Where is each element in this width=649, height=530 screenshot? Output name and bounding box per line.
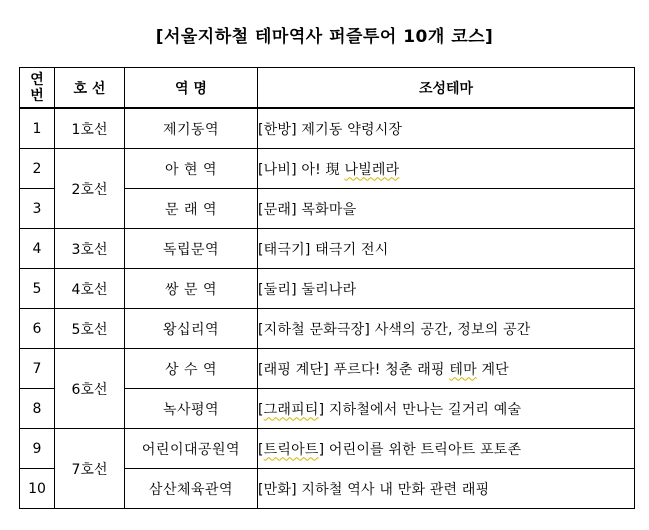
theme-cell: [만화] 지하철 역사 내 만화 관련 래핑 [258,469,635,509]
course-table [19,67,635,509]
theme-cell [258,429,635,469]
row-number: 3 [20,189,55,229]
station-cell: 독립문역 [125,229,258,269]
table-header-row [20,68,635,109]
table-row [20,229,635,269]
row-number: 1 [20,108,55,149]
station-cell: 어린이대공원역 [125,429,258,469]
header-no-line1: 연 [30,71,44,88]
row-number: 9 [20,429,55,469]
row-number: 7 [20,349,55,389]
theme-text: [ [258,441,264,458]
theme-text: [래핑 계단] 푸르다! 청춘 래핑 [258,361,450,378]
table-row [20,429,635,469]
spellcheck-marked-text: 나빌레라 [344,161,400,178]
theme-text-tail: ] 어린이를 위한 트릭아트 포토존 [318,441,522,458]
theme-text: [한방] 제기동 [258,121,348,138]
header-no [20,68,55,109]
theme-cell: [태극기] 태극기 전시 [258,229,635,269]
station-cell: 아 현 역 [125,149,258,189]
line-cell: 7호선 [55,429,125,509]
station-cell: 문 래 역 [125,189,258,229]
row-number: 8 [20,389,55,429]
theme-cell [258,149,635,189]
table-row [20,149,635,189]
header-station: 역 명 [125,68,258,109]
spellcheck-marked-text: 그래피티 [263,401,319,418]
theme-cell: [지하철 문화극장] 사색의 공간, 정보의 공간 [258,309,635,349]
line-cell: 6호선 [55,349,125,429]
row-number: 4 [20,229,55,269]
line-cell: 2호선 [55,149,125,229]
theme-cell [258,108,635,149]
table-row [20,349,635,389]
station-cell: 녹사평역 [125,389,258,429]
header-line: 호 선 [55,68,125,109]
theme-cell: [문래] 목화마을 [258,189,635,229]
theme-cell: [둘리] 둘리나라 [258,269,635,309]
row-number: 10 [20,469,55,509]
theme-cell [258,389,635,429]
station-cell: 쌍 문 역 [125,269,258,309]
header-no-line2: 번 [30,87,44,104]
station-cell: 상 수 역 [125,349,258,389]
theme-text-tail: 약령시장 [347,121,403,138]
theme-cell [258,349,635,389]
row-number: 5 [20,269,55,309]
table-row [20,309,635,349]
table-row [20,269,635,309]
station-cell: 왕십리역 [125,309,258,349]
row-number: 2 [20,149,55,189]
line-cell: 5호선 [55,309,125,349]
header-theme: 조성테마 [258,68,635,109]
theme-text-tail: ] 지하철에서 만나는 길거리 예술 [318,401,522,418]
theme-text: [나비] 아! 現 [258,161,345,178]
spellcheck-marked-text: 트릭아트 [263,441,319,458]
station-cell: 제기동역 [125,108,258,149]
station-cell: 삼산체육관역 [125,469,258,509]
theme-text: [ [258,401,264,418]
line-cell: 1호선 [55,108,125,149]
table-row [20,108,635,149]
row-number: 6 [20,309,55,349]
spellcheck-marked-text: 테마 [449,361,477,378]
line-cell: 3호선 [55,229,125,269]
theme-text-tail: 계단 [476,361,509,378]
line-cell: 4호선 [55,269,125,309]
document-title: [서울지하철 테마역사 퍼즐투어 10개 코스] [155,27,494,47]
